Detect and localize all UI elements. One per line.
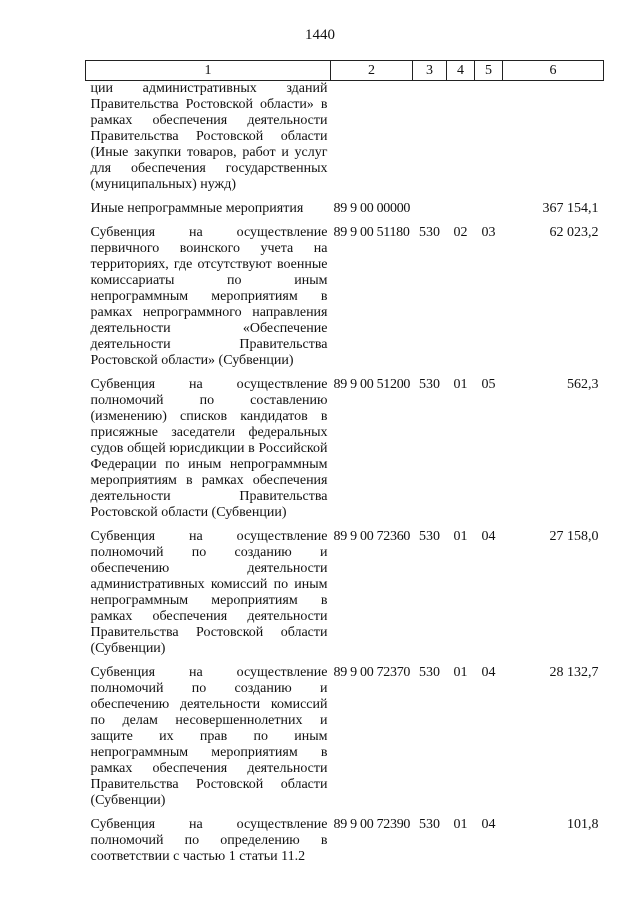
- header-col-1: 1: [86, 61, 331, 81]
- row-pr: 04: [481, 665, 496, 680]
- row-amount: 367 154,1: [542, 201, 599, 216]
- row-rz: [447, 81, 475, 194]
- row-rz: 01: [453, 665, 468, 680]
- row-vr: 530: [419, 377, 440, 392]
- row-vr: [413, 81, 447, 194]
- page-number: 1440: [305, 27, 335, 43]
- row-rz: 01: [453, 377, 468, 392]
- row-rz: 01: [453, 817, 468, 832]
- row-code: 89 9 00 72390: [333, 817, 411, 832]
- row-vr: 530: [419, 817, 440, 832]
- row-code: [331, 81, 413, 194]
- row-code: 89 9 00 72360: [333, 529, 411, 544]
- row-vr: 530: [419, 529, 440, 544]
- row-code: 89 9 00 51180: [333, 225, 410, 240]
- row-amount: 27 158,0: [549, 529, 599, 544]
- row-description: Субвенция на осуществление полномочий по созданию и обеспечению деятельности комиссий по делам несовершеннолетних и защите их прав по иным непрограммным мероприятиям в рамках обеспечения деятельности Правительства Ростовской области (Субвенции): [90, 665, 328, 808]
- row-pr: 04: [481, 817, 496, 832]
- header-col-4: 4: [447, 61, 475, 81]
- row-amount: 62 023,2: [549, 225, 599, 240]
- row-rz: [447, 193, 475, 217]
- header-col-2: 2: [331, 61, 413, 81]
- row-description: Субвенция на осуществление полномочий по созданию и обеспечению деятельности административных комиссий по иным непрограммным мероприятиям в рамках обеспечения деятельности Правительства Ростовской области (Субвенции): [90, 529, 328, 656]
- row-description: Субвенция на осуществление первичного воинского учета на территориях, где отсутствуют военные комиссариаты по иным непрограммным мероприятиям в рамках непрограммного направления деятельности «Обеспечение деятельности Правительства Ростовской области» (Субвенции): [90, 225, 328, 368]
- table-row: [86, 193, 604, 217]
- row-code: 89 9 00 72370: [333, 665, 411, 680]
- row-vr: 530: [419, 225, 440, 240]
- row-amount: 562,3: [567, 377, 599, 392]
- row-pr: [475, 193, 503, 217]
- row-amount: [503, 81, 604, 194]
- header-col-6: 6: [503, 61, 604, 81]
- row-description: Субвенция на осуществление полномочий по определению в соответствии с частью 1 статьи 11.2: [90, 817, 328, 864]
- table-row: [86, 81, 604, 194]
- table-row: [86, 217, 604, 369]
- table-row: [86, 657, 604, 809]
- row-pr: 04: [481, 529, 496, 544]
- row-amount: 28 132,7: [549, 665, 599, 680]
- row-pr: [475, 81, 503, 194]
- row-description: ции административных зданий Правительства Ростовской области» в рамках обеспечения деятельности Правительства Ростовской области (Иные закупки товаров, работ и услуг для обеспечения государственных (муниципальных) нужд): [90, 81, 328, 192]
- row-vr: [413, 193, 447, 217]
- header-col-5: 5: [475, 61, 503, 81]
- row-rz: 02: [453, 225, 468, 240]
- row-pr: 05: [481, 377, 496, 392]
- row-pr: 03: [481, 225, 496, 240]
- row-description: Субвенция на осуществление полномочий по составлению (изменению) списков кандидатов в присяжные заседатели федеральных судов общей юрисдикции в Российской Федерации по иным непрограммным мероприятиям в рамках обеспечения деятельности Правительства Ростовской области (Субвенции): [90, 377, 328, 520]
- table-header: [86, 61, 604, 81]
- row-code: 89 9 00 00000: [333, 201, 411, 216]
- budget-table: [85, 60, 604, 865]
- row-vr: 530: [419, 665, 440, 680]
- row-description: Иные непрограммные мероприятия: [90, 201, 304, 216]
- header-col-3: 3: [413, 61, 447, 81]
- row-code: 89 9 00 51200: [333, 377, 411, 392]
- row-rz: 01: [453, 529, 468, 544]
- table-row: [86, 809, 604, 865]
- table-row: [86, 521, 604, 657]
- table-row: [86, 369, 604, 521]
- row-amount: 101,8: [567, 817, 599, 832]
